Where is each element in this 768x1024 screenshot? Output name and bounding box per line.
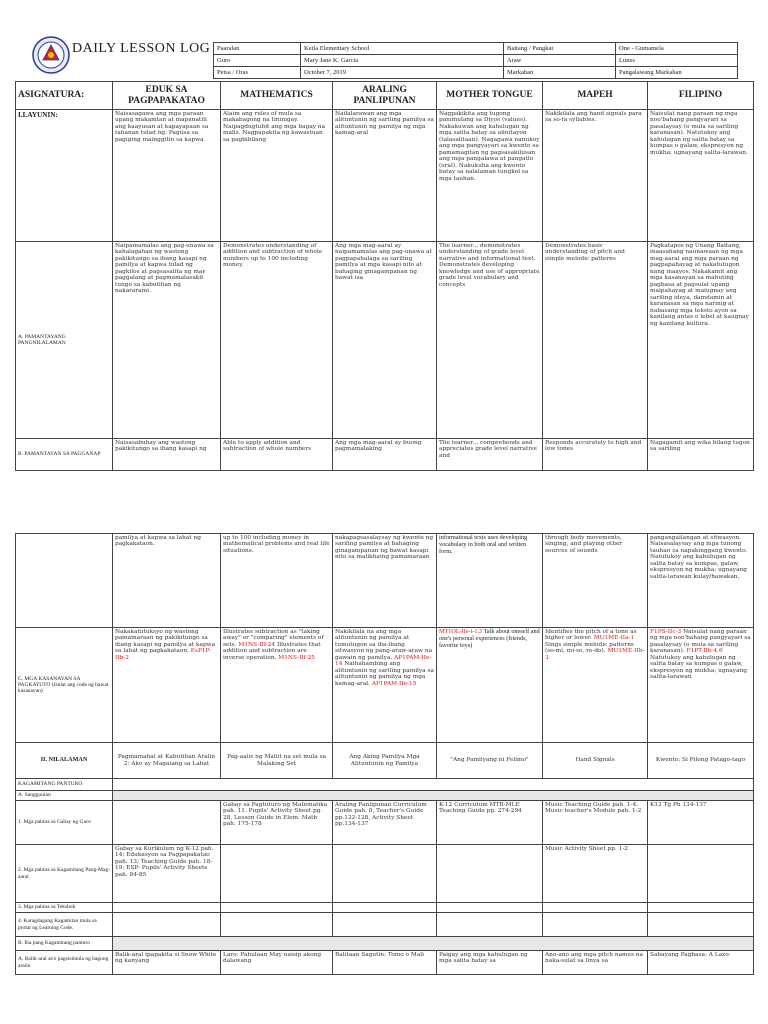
- layunin-cell: Naisasagawa ang mga paraan upang makamtan at mapanatili ang kaayusan at kapayapaan sa tahanan tulad ng: Pagiisa sa pagiging mainggitin sa kapwa: [113, 110, 221, 242]
- layunin-row: [16, 110, 754, 242]
- balik-aral-cell: Paigay ang mga kahulugan ng mga salita batay sa: [437, 951, 543, 975]
- karagdagang-row: [16, 913, 754, 937]
- iba-pang-label: B. Iba pang Kagamitang panturo: [16, 937, 113, 951]
- subject-ap: ARALING PANLIPUNAN: [333, 82, 437, 110]
- empty-cell: [437, 913, 543, 937]
- empty-cell: [648, 913, 754, 937]
- gabay-cell: Music Teaching Guide pah. 1-4. Music teacher's Module pah. 1-2: [543, 801, 648, 845]
- empty-cell: [543, 903, 648, 913]
- competency-code: AP1PAM-IIe-14: [335, 654, 432, 668]
- karagdagang-label: 4. Karagdagang Kagamitan mula sa portal ng Learning Code.: [16, 913, 113, 937]
- info-label: Baitang / Pangkat: [504, 43, 616, 55]
- nilalaman-cell: Pagmamahal at Kabutihan Aralin 2: Ako ay Magalang sa Lahat: [113, 743, 221, 779]
- empty-cell: [333, 903, 437, 913]
- info-row: [214, 55, 738, 67]
- info-label: Petsa / Oras: [214, 67, 301, 79]
- pagganap-cell: The learner... comprehends and appreciates grade level narrative and: [437, 439, 543, 471]
- competency-code: F1PT-IIb-4.6: [686, 648, 723, 655]
- pangnilalaman-cell: Naipamamalas ang pag-unawa sa kahalagahan ng wastong pakikitungo sa ibang kasapi ng pamilya at kapwa tulad ng pagkilos at pagsasalita ng may paggalang at pagmamalasakit tungo sa kabutihan ng nakararami.: [113, 242, 221, 439]
- competency-code: AP1PAM-IIe-15: [371, 680, 417, 687]
- iba-pang-row: [16, 937, 754, 951]
- nilalaman-cell: Hand Signals: [543, 743, 648, 779]
- kasanayan-cell: [543, 628, 648, 743]
- kasanayan-text: Natutukoy ang kahulugan ng salita batay sa kumpas o galaw, ekspresyon ng mukha; ugnayang salita-larawan: [650, 654, 747, 681]
- gabay-cell: Araling Panlipunan Curriculum Guide pah. 8, Teacher's Guide pp.122-128, Activity Sheet pp.134-137: [333, 801, 437, 845]
- kagamitan-mag-aaral-cell: [221, 845, 333, 903]
- layunin-cell: Alaim ang rules of mula sa makabagong na tininigay. Naipagdugtubit ang mga bagay na malis. Nagpapakita ng kawastuan sa pagbibilang: [221, 110, 333, 242]
- continuation-row: [16, 534, 754, 628]
- balik-aral-cell: Laro: Pahulaan May naisip akong dalawang: [221, 951, 333, 975]
- header-info-table: [213, 42, 738, 79]
- layunin-cell: Naisulat nang paraan ng mga noo'bahang pangyayari sa pasalaysay (o mula sa sariling karanasan). Natutukoy ang kahulugan ng salita batay sa kumpas o galaw, ekspresyon ng mukha; ugnayang salita-larawan.: [648, 110, 754, 242]
- subject-filipino: FILIPINO: [648, 82, 754, 110]
- kasanayan-text: Talk about oneself and one's personal experiences (friends, favorite toys): [439, 628, 540, 649]
- kasanayan-cell: [113, 628, 221, 743]
- lesson-table-page-2: [15, 533, 754, 975]
- continuation-cell: pangangailangan at sitwasyon. Naisasalaysay ang mga tunong tauhan sa napakinggang kwento. Natutukoy ang kahulugan ng salita batay sa kumpas, galaw, ekspresyon ng mukha; ugnayang salita-larawan kulay/hawakan.: [648, 534, 754, 628]
- subject-mapeh: MAPEH: [543, 82, 648, 110]
- kasanayan-text: Naihahambing ang alituntunin ng sariling pamilya sa alituntunin ng pamilya ng mga kamag-aral.: [335, 661, 434, 687]
- info-row: [214, 43, 738, 55]
- kasanayan-text: Identifies the pitch of a tone as higher or lower.: [545, 629, 637, 642]
- empty-cell: [113, 913, 221, 937]
- kagamitan-mag-aaral-cell: Gabay sa Kurikulum ng K-12 pah. 14; Edukasyon sa Pagpapakatao pah. 13; Teaching Guide pah. 18-19; ESP- Pupils' Activity Sheets pah. 84-85: [113, 845, 221, 903]
- iba-pang-span: [113, 937, 754, 951]
- competency-code: M1NS-IIf-24: [238, 641, 276, 648]
- empty-cell: [543, 913, 648, 937]
- blank-label-cell: [16, 534, 113, 628]
- gabay-cell: K12 Tg Ph 134-137: [648, 801, 754, 845]
- pamantayang-pangnilalaman-row: [16, 242, 754, 439]
- gabay-cell: K-12 Curriculum MTB-MLE Teaching Guide pp. 274-294: [437, 801, 543, 845]
- info-value: Keila Elementary School: [301, 43, 504, 55]
- pagganap-cell: Able to apply addition and subtraction of whole numbers: [221, 439, 333, 471]
- nilalaman-cell: Kwento: Si Pilong Patago-tago: [648, 743, 754, 779]
- kasanayan-cell: [437, 628, 543, 743]
- balik-aral-cell: Sabayang Pagbasa: A Lazo:: [648, 951, 754, 975]
- empty-cell: [437, 903, 543, 913]
- subject-mt: MOTHER TONGUE: [437, 82, 543, 110]
- nilalaman-cell: Pag-aalis ng Maliit na set mula sa Malaking Set: [221, 743, 333, 779]
- kagamitan-mag-aaral-cell: [333, 845, 437, 903]
- kasanayan-text: Illustrates that addition and subtraction are inverse operation.: [223, 641, 321, 661]
- balik-aral-row: [16, 951, 754, 975]
- layunin-cell: Nailalarawan ang mga alituntunin ng sariling pamilya sa alituntunin ng pamilya ng mga kamag-aral: [333, 110, 437, 242]
- kasanayan-cell: [221, 628, 333, 743]
- gabay-row: [16, 801, 754, 845]
- empty-cell: [648, 903, 754, 913]
- kagamitan-mag-aaral-label: 2. Mga pahina sa Kagamitang Pang-Mag-aaral: [16, 845, 113, 903]
- info-row: [214, 67, 738, 79]
- nilalaman-row: [16, 743, 754, 779]
- document-title: DAILY LESSON LOG: [72, 41, 211, 56]
- info-label: Araw: [504, 55, 616, 67]
- info-value: Mary Jane K. Garcia: [301, 55, 504, 67]
- info-value: Pangalawang Markahan: [616, 67, 738, 79]
- kasanayan-text: Sings simple melodic patterns (so-mi, mi-so, re-do).: [545, 641, 634, 655]
- teksbuk-row: [16, 903, 754, 913]
- pangnilalaman-cell: Demonstrates basic understanding of pitch and simple melodic patterns: [543, 242, 648, 439]
- kasanayan-label-cell: [16, 628, 113, 743]
- kasanayan-text: Illustrates subtraction as "taking away" or "comparing" elements of sets.: [223, 629, 324, 648]
- deped-seal-logo: [32, 36, 70, 74]
- subject-esp: EDUK SA PAGPAPAKATAO: [113, 82, 221, 110]
- continuation-cell: informational texts uses developing vocabulary in both oral and written form.: [437, 534, 543, 628]
- asignatura-label: ASIGNATURA:: [16, 82, 113, 110]
- pagganap-cell: Nagagamit ang wika bilang tugon sa sariling: [648, 439, 754, 471]
- empty-cell: [221, 903, 333, 913]
- competency-code: F1PS-IIc-3: [650, 629, 682, 635]
- kagamitan-span: [113, 779, 754, 791]
- subject-math: MATHEMATICS: [221, 82, 333, 110]
- kagamitan-mag-aaral-row: [16, 845, 754, 903]
- pangnilalaman-cell: Pagkatapos ng Unang Baitang, inaasahang naunawaan ng mga mag-aaral ang mga paraan ng pagpapahayag at nakatutugon nang maayos. Nakakamit ang mga kasanayan sa mabuting pagbasa at pagsulat upang maipahayag at maiugnay ang sariling ideya, damdamin at karanasan sa mga narinig at nabasang mga teksto ayon sa kanilang antas o lebel at kaugnay ng kanilang kultura.: [648, 242, 754, 439]
- empty-cell: [113, 903, 221, 913]
- competency-code: MU1ME-IIa-1: [593, 635, 635, 642]
- kagamitan-mag-aaral-cell: [437, 845, 543, 903]
- kagamitan-mag-aaral-cell: Music Activity Sheet pp. 1-2: [543, 845, 648, 903]
- kasanayan-row: [16, 628, 754, 743]
- pagganap-cell: Responds accurately to high and low tones: [543, 439, 648, 471]
- nilalaman-cell: Ang Aking Pamilya Mga Alituntunin ng Pamilya: [333, 743, 437, 779]
- nilalaman-cell: "Ang Pamilyang ni Felimo": [437, 743, 543, 779]
- pamantayang-pangnilalaman-label: A. PAMANTAYANG PANGNILALAMAN: [16, 242, 113, 439]
- lesson-table-page-1: [15, 81, 754, 471]
- competency-code: EsP1P-IIb-2: [115, 648, 212, 661]
- gabay-cell: [113, 801, 221, 845]
- continuation-cell: through body movements, singing, and playing other sources of sounds: [543, 534, 648, 628]
- kasanayan-text: Nakakatutuksyo ng wastong pamamaraan ng pakikitungo sa ibang kasapi ng pamilya at kapwa sa lahat ng pagkakataon.: [115, 629, 216, 655]
- pamantayan-pagganap-label: B. PAMANTAYAN SA PAGGANAP: [16, 439, 113, 471]
- kasanayan-label: C. MGA KASANAYAN SA PAGKATUTO: [18, 675, 81, 688]
- pangnilalaman-cell: Ang mga mag-aaral ay naipamamalas ang pag-unawa at pagpapahalaga sa sariling pamilya at mga kasapi nito at bahaging ginagampanan ng bawat isa: [333, 242, 437, 439]
- kasanayan-sublabel: (Isulat ang code ng bawat kasanayan): [18, 681, 109, 695]
- continuation-cell: nakapagsasalaysay ng kwento ng sariling pamilya at bahaging ginagampanan ng bawat kasapi nito sa malikhaing pamamaraan: [333, 534, 437, 628]
- kasanayan-cell: [648, 628, 754, 743]
- info-label: Markahan: [504, 67, 616, 79]
- pagganap-cell: Ang mga mag-aaral ay buong pagmamalaking: [333, 439, 437, 471]
- balik-aral-cell: Balik-aral ipapakita si Snow White ng kanyang: [113, 951, 221, 975]
- empty-cell: [333, 913, 437, 937]
- competency-code: MU1ME-IIb-3: [545, 648, 645, 661]
- subject-header-row: [16, 82, 754, 110]
- layunin-cell: Nagpakikita ang tugong panimulang sa Diyos (values). Nakakuwan ang kahulugan ng mga salita batay sa alinitayon (talasalitaan). Nagagawa nanukoy ang mga pangyayari sa kwento sa pamamagitan ng pagsasakilusan ang mga pangalawa at pangatlo (oral). Nakukuha ang kwento batay sa nalalaman tungkol sa mga tauhan.: [437, 110, 543, 242]
- info-value: Lunes: [616, 55, 738, 67]
- info-label: Paaralan: [214, 43, 301, 55]
- pamantayan-pagganap-row: [16, 439, 754, 471]
- pagganap-cell: Naisasabuhay ang wastong pakikitungo sa ibang kasapi ng: [113, 439, 221, 471]
- kagamitan-mag-aaral-cell: [648, 845, 754, 903]
- layunin-cell: Nakikilala ang hand signals para sa so-fa syllables.: [543, 110, 648, 242]
- kagamitan-row: [16, 779, 754, 791]
- sanggunian-row: [16, 791, 754, 801]
- nilalaman-label: II. NILALAMAN: [16, 743, 113, 779]
- sanggunian-label: A. Sanggunian: [16, 791, 113, 801]
- continuation-cell: pamilya at kapwa sa lahat ng pagkakataon.: [113, 534, 221, 628]
- gabay-label: 1. Mga pahina sa Gabay ng Guro: [16, 801, 113, 845]
- kasanayan-text: Nakikilala na ang mga alituntunin ng pamilya at tumutugon sa iba-ibang sitwasyon ng pang-araw-araw na gawain ng pamilya.: [335, 629, 433, 661]
- info-value: One - Gumamela: [616, 43, 738, 55]
- kasanayan-text: Naisulat nang paraan ng mga noo'bahang pangyayari sa pasalaysay (o mula sa sariling karanasan).: [650, 629, 751, 655]
- layunin-label: I.LAYUNIN:: [16, 110, 113, 242]
- pangnilalaman-cell: The learner... demonstrates understanding of grade level narrative and informational text. Demonstrates developing knowledge and use of appropriate grade level vocabulary and concepts: [437, 242, 543, 439]
- balik-aral-cell: Balitaan Sagutin: Tomo o Mali: [333, 951, 437, 975]
- kasanayan-cell: [333, 628, 437, 743]
- pangnilalaman-cell: Demonstrates understanding of addition and subtraction of whole numbers up to 100 including money.: [221, 242, 333, 439]
- competency-code: M1NS-IIf-25: [278, 654, 315, 661]
- info-label: Guro: [214, 55, 301, 67]
- balik-aral-label: A. Balik-aral at/o pagsisimula ng bagong aralin: [16, 951, 113, 975]
- sanggunian-span: [113, 791, 754, 801]
- info-value: October 7, 2019: [301, 67, 504, 79]
- teksbuk-label: 3. Mga pahina sa Teksbuk: [16, 903, 113, 913]
- competency-code: MT1OL-IIe-i-1.3: [439, 628, 483, 635]
- kagamitan-label: KAGAMITANG PANTURO: [16, 779, 113, 791]
- empty-cell: [221, 913, 333, 937]
- balik-aral-cell: Ano-ano ang mga pitch names na naka-sulat sa linya sa: [543, 951, 648, 975]
- gabay-cell: Gabay sa Pagtuturo ng Matematika pah. 11. Pupils' Activity Sheet pg. 28, Lesson Guide in Elem. Math pah. 175-178: [221, 801, 333, 845]
- continuation-cell: up to 100 including money in mathematical problems and real life situations.: [221, 534, 333, 628]
